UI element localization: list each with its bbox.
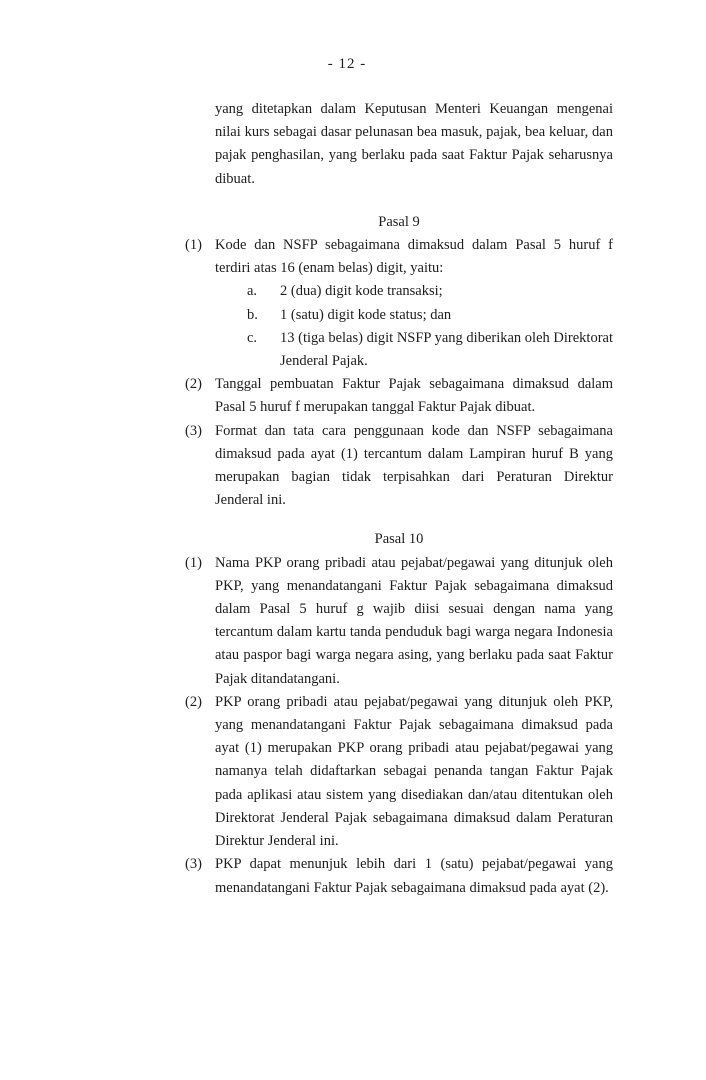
item-number: (2) (185, 376, 202, 393)
document-content (185, 98, 613, 900)
sub-list-item (215, 327, 613, 373)
sub-list-item (215, 304, 613, 327)
section-heading-pasal-9: Pasal 9 (378, 213, 420, 230)
item-text: PKP dapat menunjuk lebih dari 1 (satu) pejabat/pegawai yang menandatangani Faktur Pajak sebagaimana dimaksud pada ayat (2). (215, 856, 613, 896)
item-body (215, 691, 613, 853)
section-heading-pasal-10: Pasal 10 (374, 531, 424, 548)
item-text: Kode dan NSFP sebagaimana dimaksud dalam Pasal 5 huruf f terdiri atas 16 (enam belas) digit, yaitu: (215, 237, 613, 277)
page-number: - 12 - (327, 56, 367, 72)
subitem-text: 13 (tiga belas) digit NSFP yang diberikan oleh Direktorat Jenderal Pajak. (280, 329, 613, 370)
subitem-letter: c. (247, 329, 258, 346)
list-item (185, 420, 613, 513)
paragraph-continuation: yang ditetapkan dalam Keputusan Menteri Keuangan mengenai nilai kurs sebagai dasar pelunasan bea masuk, pajak, bea keluar, dan pajak penghasilan, yang berlaku pada saat Faktur Pajak seharusnya dibuat. (215, 101, 613, 187)
item-number: (2) (185, 693, 202, 710)
list-item (185, 691, 613, 853)
sub-list-item (215, 280, 613, 303)
item-number: (3) (185, 422, 202, 439)
item-body (215, 853, 613, 899)
item-body (215, 373, 613, 419)
list-item (185, 234, 613, 373)
item-body (215, 234, 613, 373)
subitem-text: 1 (satu) digit kode status; dan (280, 306, 452, 323)
item-number: (1) (185, 554, 202, 571)
subitem-text: 2 (dua) digit kode transaksi; (280, 283, 443, 300)
list-item (185, 552, 613, 691)
item-text: Nama PKP orang pribadi atau pejabat/pegawai yang ditunjuk oleh PKP, yang menandatangani Faktur Pajak sebagaimana dimaksud dalam Pasal 5 huruf g wajib diisi sesuai dengan nama yang tercantum dalam kartu tanda penduduk bagi warga negara Indonesia atau paspor bagi warga negara asing, yang berlaku pada saat Faktur Pajak ditandatangani. (215, 554, 613, 687)
item-body (215, 552, 613, 691)
item-body (215, 420, 613, 513)
item-text: PKP orang pribadi atau pejabat/pegawai yang ditunjuk oleh PKP, yang menandatangani Faktur Pajak sebagaimana dimaksud pada ayat (1) merupakan PKP orang pribadi atau pejabat/pegawai yang namanya telah didaftarkan sebagai penanda tangan Faktur Pajak pada aplikasi atau sistem yang disediakan dan/atau ditentukan oleh Direktorat Jenderal Pajak sebagaimana dimaksud dalam Peraturan Direktur Jenderal ini. (215, 693, 613, 850)
item-text: Tanggal pembuatan Faktur Pajak sebagaimana dimaksud dalam Pasal 5 huruf f merupakan tanggal Faktur Pajak dibuat. (215, 376, 613, 416)
subitem-letter: b. (247, 306, 258, 323)
subitem-letter: a. (247, 283, 258, 300)
list-item (185, 373, 613, 419)
list-item (185, 853, 613, 899)
item-text: Format dan tata cara penggunaan kode dan NSFP sebagaimana dimaksud pada ayat (1) tercantum dalam Lampiran huruf B yang merupakan bagian tidak terpisahkan dari Peraturan Direktur Jenderal ini. (215, 422, 613, 509)
item-number: (1) (185, 237, 202, 254)
item-number: (3) (185, 856, 202, 873)
